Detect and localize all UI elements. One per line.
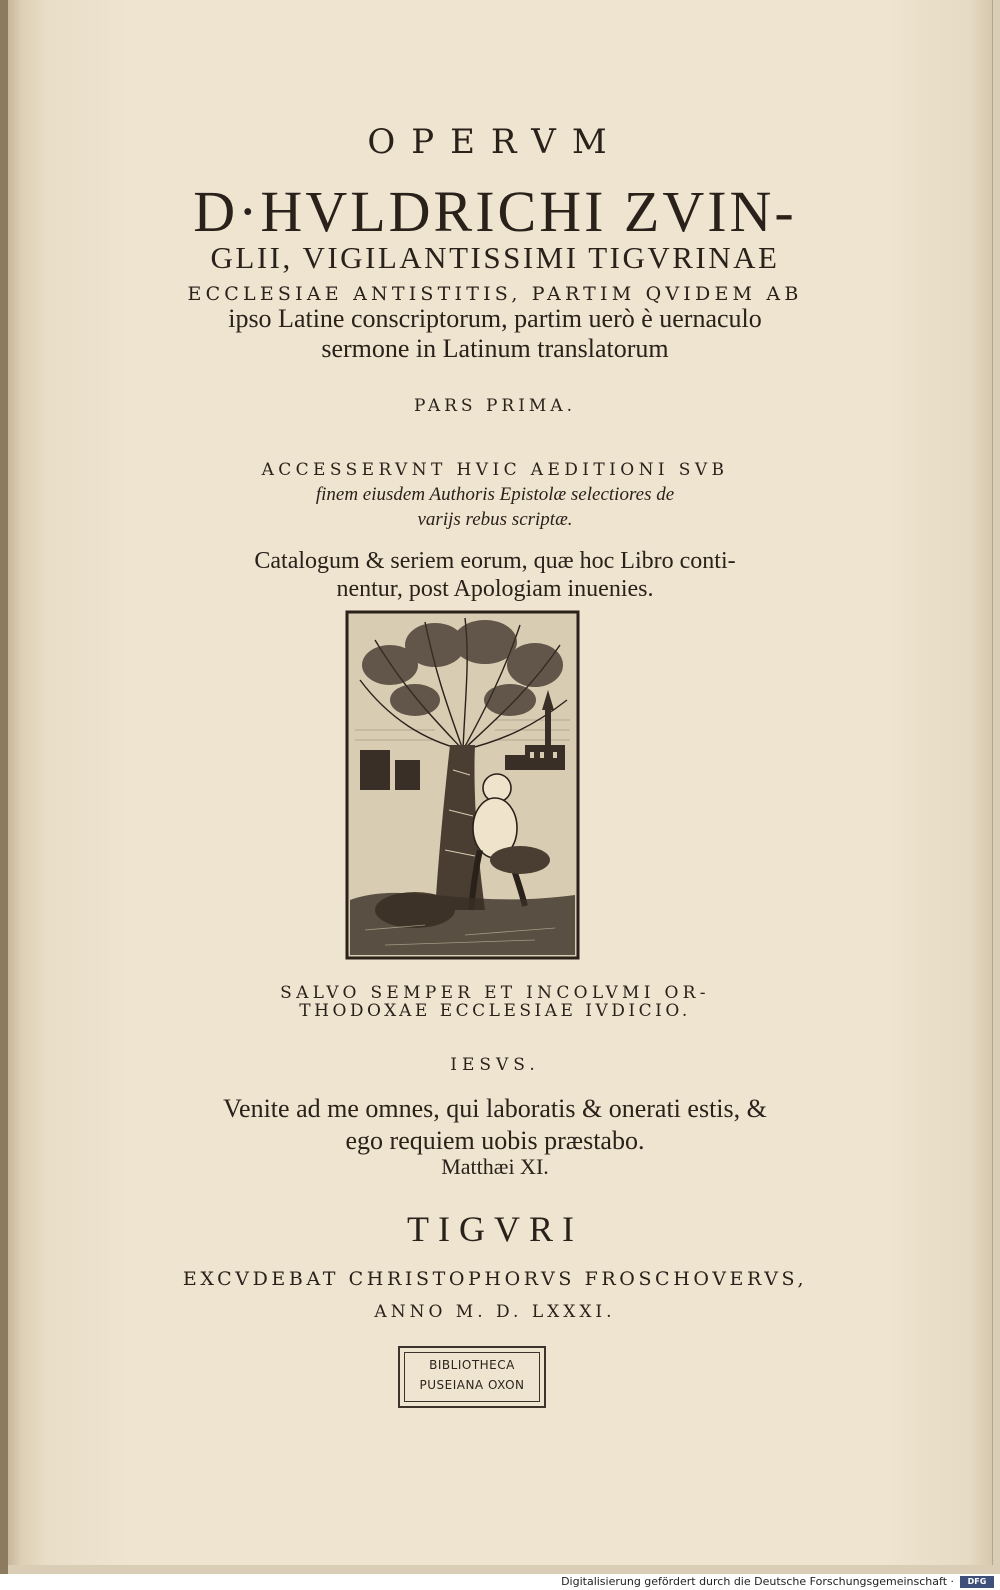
venite-line-cont: ego requiem uobis præstabo. (345, 1126, 645, 1155)
title-line-sermone: sermone in Latinum translatorum (321, 334, 669, 363)
part-label: PARS PRIMA. (413, 396, 577, 416)
salvo-semper-line: SALVO SEMPER ET INCOLVMI OR- (280, 983, 710, 1003)
dfg-logo-icon: DFG (960, 1576, 994, 1588)
title-line-ipso-latine: ipso Latine conscriptorum, partim uerò è uernaculo (228, 304, 762, 333)
digitization-footer (0, 1574, 1000, 1590)
orthodoxae-line: THODOXAE ECCLESIAE IVDICIO. (299, 1001, 691, 1021)
epistolae-line: finem eiusdem Authoris Epistolæ selectiores de (315, 484, 675, 505)
catalogum-line: Catalogum & seriem eorum, quæ hoc Libro conti- (254, 548, 736, 574)
epistolae-line-cont: varijs rebus scriptæ. (417, 509, 573, 530)
stamp-line-1: BIBLIOTHECA (429, 1358, 515, 1372)
imprint-printer: EXCVDEBAT CHRISTOPHORVS FROSCHOVERVS, (182, 1268, 808, 1290)
matthaei-reference: Matthæi XI. (441, 1154, 549, 1179)
title-line-operum: OPERVM (367, 122, 623, 162)
venite-line: Venite ad me omnes, qui laboratis & onerati estis, & (223, 1094, 767, 1123)
catalogum-line-cont: nentur, post Apologiam inuenies. (336, 576, 654, 602)
printer-device-woodcut (345, 610, 580, 960)
title-line-author: D·HVLDRICHI ZVIN- (193, 179, 797, 244)
imprint-place: TIGVRI (407, 1209, 583, 1249)
title-line-ecclesiae: ECCLESIAE ANTISTITIS, PARTIM QVIDEM AB (187, 283, 803, 305)
accesserunt-line: ACCESSERVNT HVIC AEDITIONI SVB (261, 460, 729, 480)
library-stamp (398, 1346, 546, 1408)
title-line-author-cont: GLII, VIGILANTISSIMI TIGVRINAE (210, 240, 780, 275)
stamp-line-2: PUSEIANA OXON (419, 1378, 525, 1392)
imprint-year: ANNO M. D. LXXXI. (374, 1302, 616, 1322)
footer-credit: Digitalisierung gefördert durch die Deutsche Forschungsgemeinschaft · (561, 1575, 954, 1588)
book-spine (0, 0, 8, 1590)
iesus-line: IESVS. (450, 1055, 540, 1075)
